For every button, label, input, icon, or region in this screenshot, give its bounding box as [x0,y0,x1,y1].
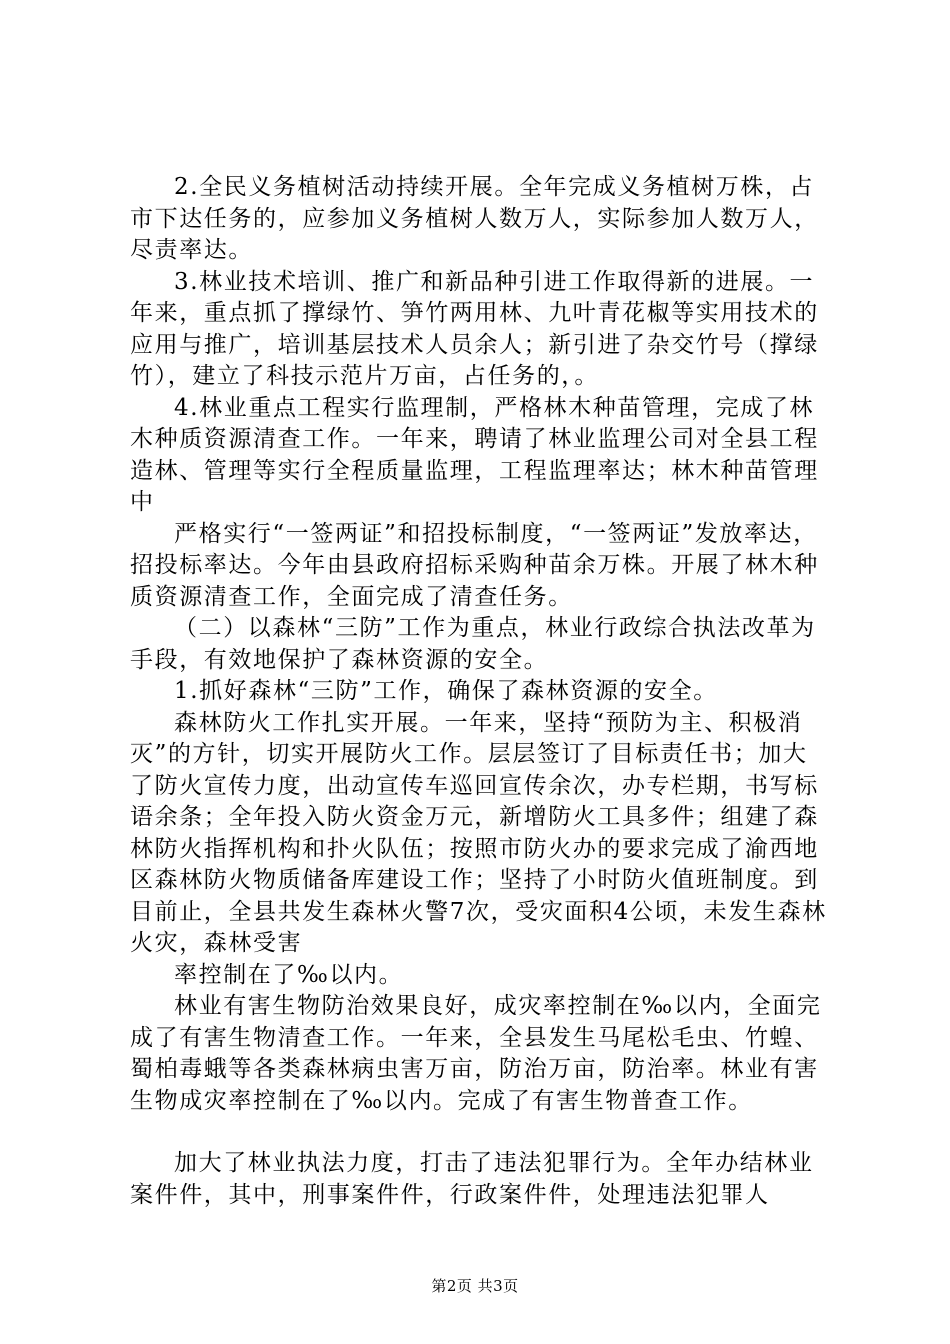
document-body [130,172,830,1211]
body-paragraph: 率控制在了‰以内。 [174,961,404,988]
body-paragraph: 林业有害生物防治效果良好，成灾率控制在‰以内，全面完成了有害生物清查工作。一年来，全县发生马尾松毛虫、竹蝗、蜀柏毒蛾等各类森林病虫害万亩，防治万亩，防治率。林业有害生物成灾率控制在了‰以内。完成了有害生物普查工作。 [130,993,822,1114]
page-footer: 第2页 共3页 [431,1277,519,1295]
body-paragraph: 严格实行“一签两证”和招投标制度，“一签两证”发放率达，招投标率达。今年由县政府招标采购种苗余万株。开展了林木种质资源清查工作，全面完成了清查任务。 [130,520,819,610]
body-paragraph: 4.林业重点工程实行监理制，严格林木种苗管理，完成了林木种质资源清查工作。一年来，聘请了林业监理公司对全县工程造林、管理等实行全程质量监理，工程监理率达；林木种苗管理中 [130,394,819,515]
body-paragraph: 森林防火工作扎实开展。一年来，坚持“预防为主、积极消灭”的方针，切实开展防火工作。层层签订了目标责任书；加大了防火宣传力度，出动宣传车巡回宣传余次，办专栏期，书写标语余条；全年投入防火资金万元，新增防火工具多件；组建了森林防火指挥机构和扑火队伍；按照市防火办的要求完成了渝西地区森林防火物质储备库建设工作；坚持了小时防火值班制度。到目前止，全县共发生森林火警7次，受灾面积4公顷，未发生森林火灾，森林受害 [130,709,827,956]
body-paragraph: 3.林业技术培训、推广和新品种引进工作取得新的进展。一年来，重点抓了撑绿竹、笋竹两用林、九叶青花椒等实用技术的应用与推广，培训基层技术人员余人；新引进了杂交竹号（撑绿竹），建立了科技示范片万亩，占任务的，。 [130,268,819,389]
body-paragraph: （二）以森林“三防”工作为重点，林业行政综合执法改革为手段，有效地保护了森林资源的安全。 [130,615,816,673]
body-paragraph: 2.全民义务植树活动持续开展。全年完成义务植树万株，占市下达任务的，应参加义务植树人数万人，实际参加人数万人，尽责率达。 [130,174,819,263]
body-paragraph: 1.抓好森林“三防”工作，确保了森林资源的安全。 [174,678,718,704]
paragraph-spacer [130,1117,830,1148]
body-paragraph: 加大了林业执法力度，打击了违法犯罪行为。全年办结林业案件件，其中，刑事案件件，行政案件件，处理违法犯罪人 [130,1150,814,1208]
